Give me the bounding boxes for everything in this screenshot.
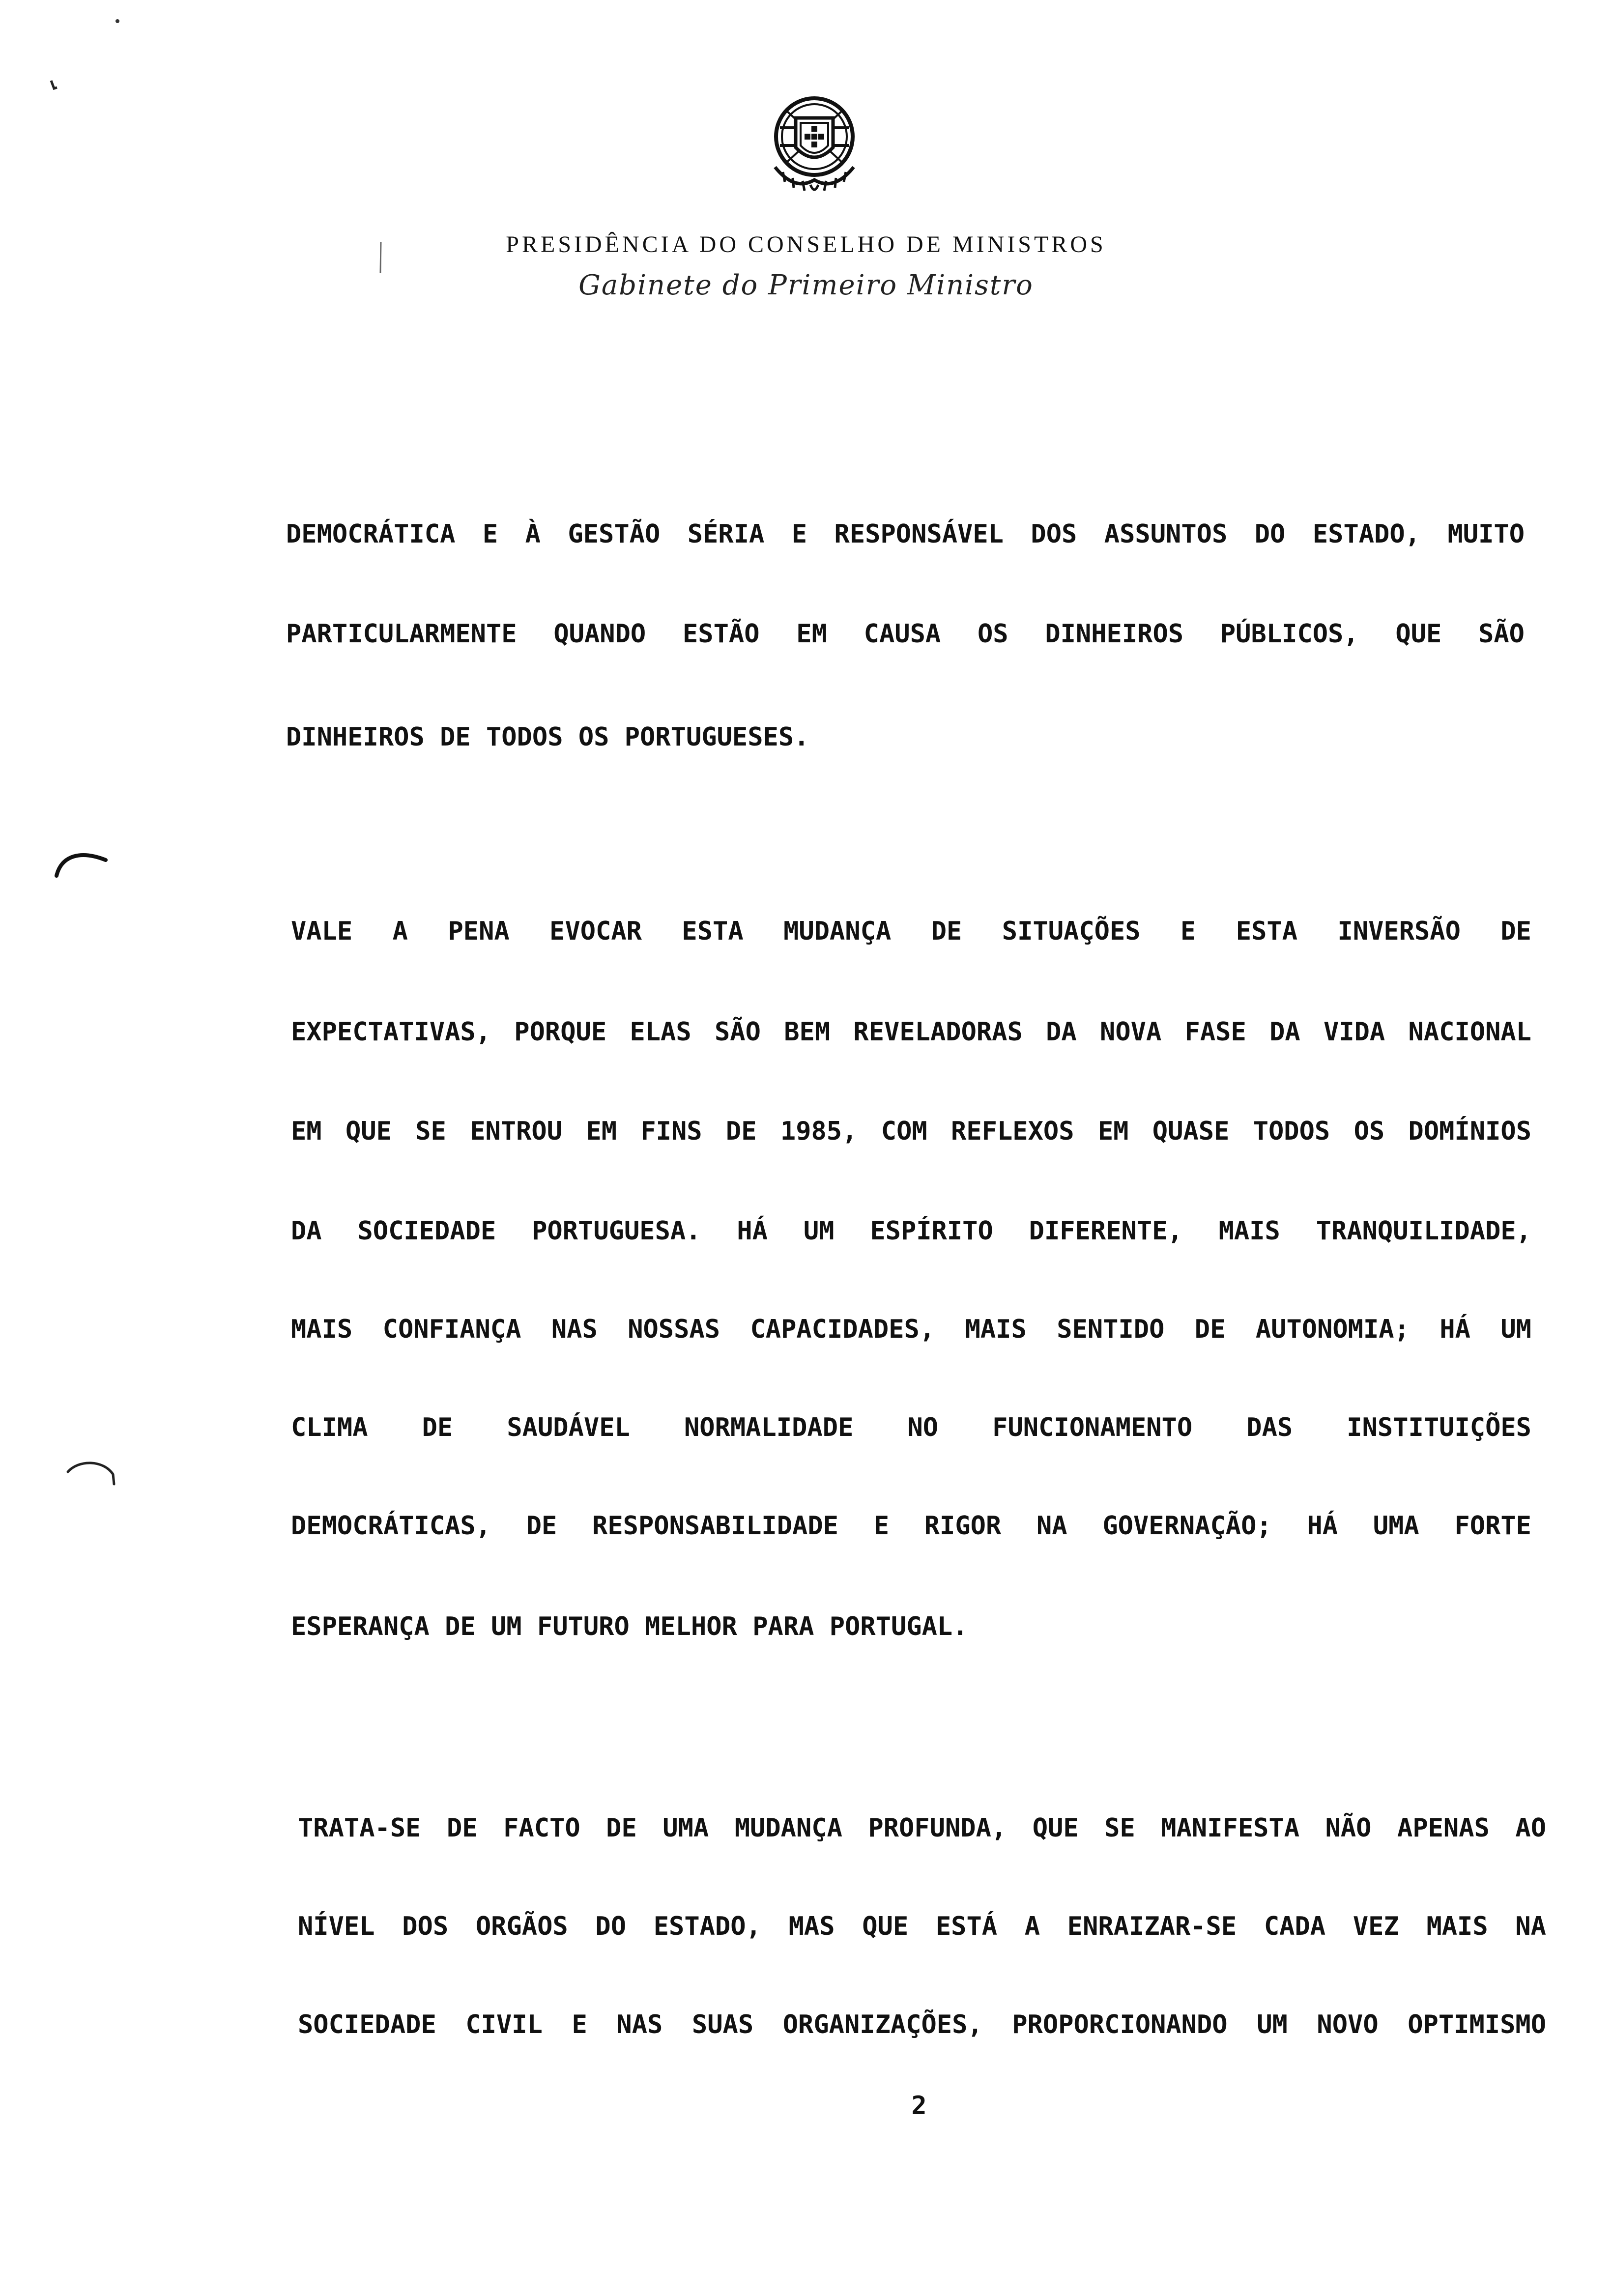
- text-line: MAIS CONFIANÇA NAS NOSSAS CAPACIDADES, MAIS SENTIDO DE AUTONOMIA; HÁ UM: [291, 1315, 1531, 1344]
- text-line: TRATA-SE DE FACTO DE UMA MUDANÇA PROFUNDA, QUE SE MANIFESTA NÃO APENAS AO: [298, 1813, 1546, 1843]
- punch-hole-mark: [52, 845, 111, 880]
- text-line: DINHEIROS DE TODOS OS PORTUGUESES.: [286, 722, 809, 752]
- scan-speck: [114, 18, 121, 25]
- department-signature: Gabinete do Primeiro Ministro: [578, 269, 1034, 301]
- organization-name: PRESIDÊNCIA DO CONSELHO DE MINISTROS: [506, 231, 1106, 258]
- page-number: 2: [911, 2091, 927, 2121]
- punch-hole-mark: [64, 1457, 118, 1501]
- text-line: NÍVEL DOS ORGÃOS DO ESTADO, MAS QUE ESTÁ A ENRAIZAR-SE CADA VEZ MAIS NA: [298, 1912, 1546, 1941]
- text-line: DEMOCRÁTICA E À GESTÃO SÉRIA E RESPONSÁVEL DOS ASSUNTOS DO ESTADO, MUITO: [286, 519, 1525, 549]
- coat-of-arms-icon: [765, 93, 864, 197]
- text-line: PARTICULARMENTE QUANDO ESTÃO EM CAUSA OS DINHEIROS PÚBLICOS, QUE SÃO: [286, 619, 1525, 649]
- text-line: CLIMA DE SAUDÁVEL NORMALIDADE NO FUNCIONAMENTO DAS INSTITUIÇÕES: [291, 1413, 1531, 1442]
- text-line: ESPERANÇA DE UM FUTURO MELHOR PARA PORTUGAL.: [291, 1612, 968, 1641]
- text-line: SOCIEDADE CIVIL E NAS SUAS ORGANIZAÇÕES, PROPORCIONANDO UM NOVO OPTIMISMO: [298, 2010, 1546, 2039]
- text-line: EXPECTATIVAS, PORQUE ELAS SÃO BEM REVELADORAS DA NOVA FASE DA VIDA NACIONAL: [291, 1017, 1531, 1047]
- text-line: DEMOCRÁTICAS, DE RESPONSABILIDADE E RIGOR NA GOVERNAÇÃO; HÁ UMA FORTE: [291, 1511, 1531, 1541]
- text-line: VALE A PENA EVOCAR ESTA MUDANÇA DE SITUAÇÕES E ESTA INVERSÃO DE: [291, 917, 1531, 946]
- text-line: DA SOCIEDADE PORTUGUESA. HÁ UM ESPÍRITO DIFERENTE, MAIS TRANQUILIDADE,: [291, 1216, 1531, 1246]
- scan-speck: [49, 79, 59, 93]
- text-line: EM QUE SE ENTROU EM FINS DE 1985, COM REFLEXOS EM QUASE TODOS OS DOMÍNIOS: [291, 1117, 1531, 1146]
